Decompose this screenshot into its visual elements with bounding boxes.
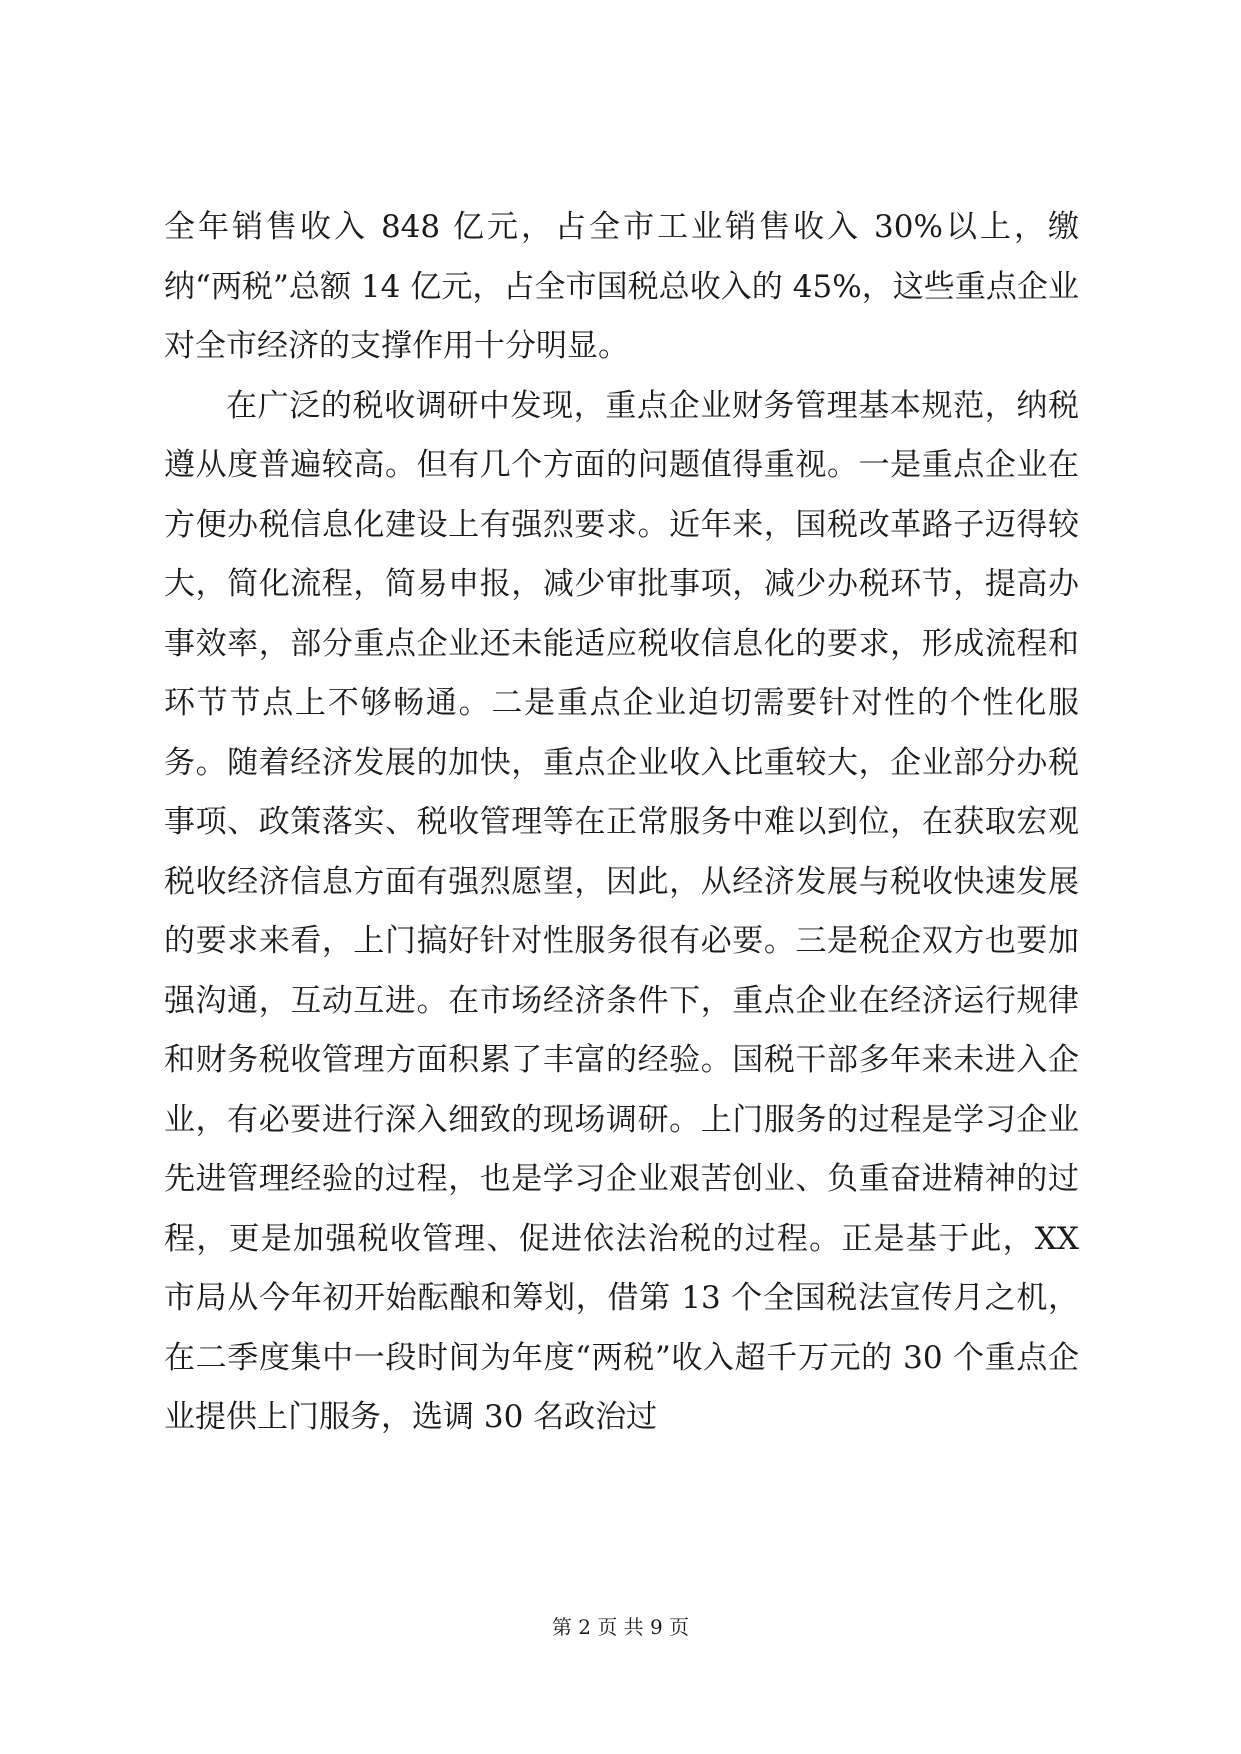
document-body bbox=[164, 198, 1079, 1448]
paragraph-tax-research: 在广泛的税收调研中发现，重点企业财务管理基本规范，纳税遵从度普遍较高。但有几个方面的问题值得重视。一是重点企业在方便办税信息化建设上有强烈要求。近年来，国税改革路子迈得较大，简化流程，简易申报，减少审批事项，减少办税环节，提高办事效率，部分重点企业还未能适应税收信息化的要求，形成流程和环节节点上不够畅通。二是重点企业迫切需要针对性的个性化服务。随着经济发展的加快，重点企业收入比重较大，企业部分办税事项、政策落实、税收管理等在正常服务中难以到位，在获取宏观税收经济信息方面有强烈愿望，因此，从经济发展与税收快速发展的要求来看，上门搞好针对性服务很有必要。三是税企双方也要加强沟通，互动互进。在市场经济条件下，重点企业在经济运行规律和财务税收管理方面积累了丰富的经验。国税干部多年来未进入企业，有必要进行深入细致的现场调研。上门服务的过程是学习企业先进管理经验的过程，也是学习企业艰苦创业、负重奋进精神的过程，更是加强税收管理、促进依法治税的过程。正是基于此，XX 市局从今年初开始酝酿和筹划，借第 13 个全国税法宣传月之机，在二季度集中一段时间为年度“两税”收入超千万元的 30 个重点企业提供上门服务，选调 30 名政治过 bbox=[164, 387, 1079, 1435]
page-number-footer: 第 2 页 共 9 页 bbox=[551, 1615, 690, 1639]
paragraph-continuation: 全年销售收入 848 亿元，占全市工业销售收入 30%以上，缴纳“两税”总额 14 亿元，占全市国税总收入的 45%，这些重点企业对全市经济的支撑作用十分明显。 bbox=[164, 209, 1079, 364]
